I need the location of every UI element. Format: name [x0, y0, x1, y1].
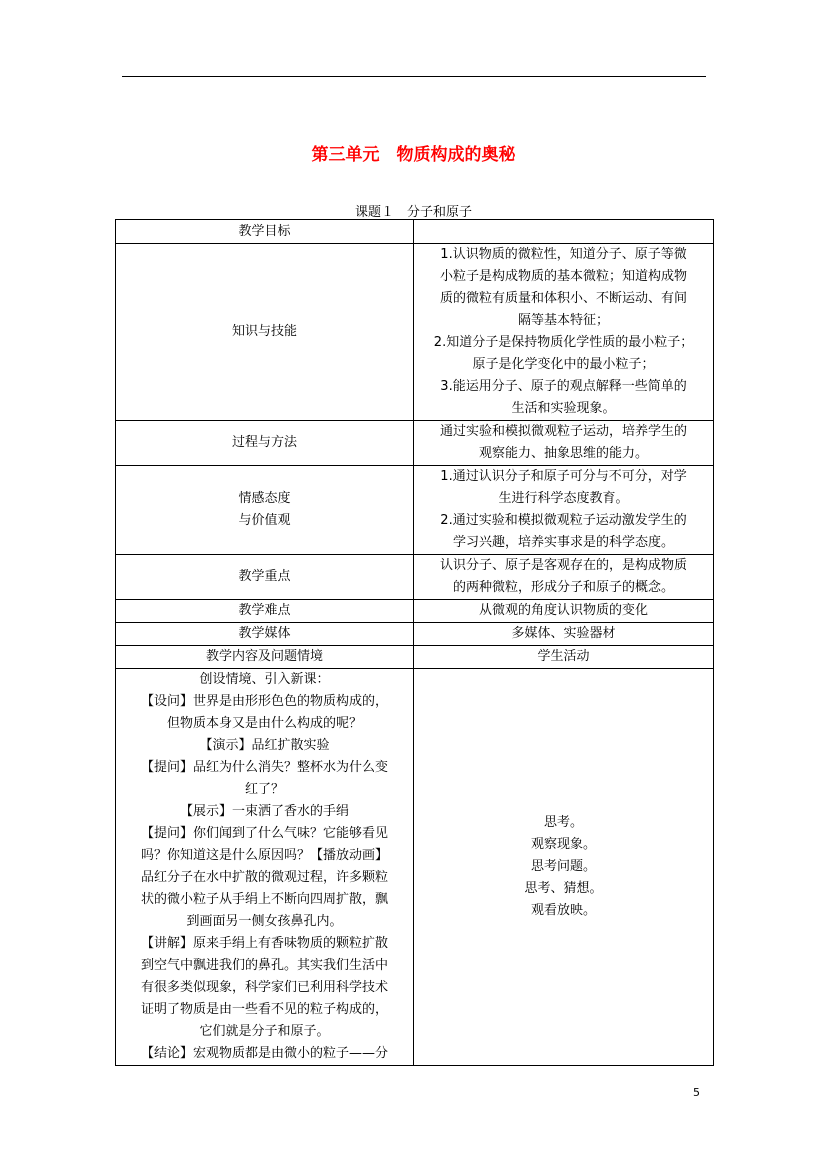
- emotion-line: 生进行科学态度教育。: [498, 491, 629, 506]
- knowledge-line: 生活和实验现象。: [511, 401, 616, 416]
- key-point-content: [414, 555, 714, 600]
- knowledge-row: [116, 244, 714, 421]
- emotion-label: [116, 466, 414, 555]
- content-header-row: [116, 646, 714, 669]
- content-line: 吗？你知道这是什么原因吗？【播放动画】: [140, 848, 388, 863]
- emotion-label-line: 与价值观: [238, 513, 291, 528]
- process-content: [414, 421, 714, 466]
- activity-line: 观察现象。: [530, 837, 596, 852]
- content-line: 品红分子在水中扩散的微观过程，许多颗粒: [140, 870, 388, 885]
- content-row: [116, 669, 714, 1066]
- content-line: 【设问】世界是由形形色色的物质构成的，: [140, 694, 388, 709]
- knowledge-line: 3.能运用分子、原子的观点解释一些简单的: [440, 379, 687, 394]
- process-line: 观察能力、抽象思维的能力。: [478, 446, 648, 461]
- content-line: 【提问】品红为什么消失？整杯水为什么变: [140, 760, 388, 775]
- content-line: 但物质本身又是由什么构成的呢？: [166, 716, 362, 731]
- page-number: 5: [693, 1086, 700, 1099]
- process-label: 过程与方法: [116, 421, 414, 466]
- emotion-content: [414, 466, 714, 555]
- content-line: 红了？: [244, 782, 284, 797]
- content-line: 状的微小粒子从手绢上不断向四周扩散，飘: [140, 892, 388, 907]
- knowledge-line: 1.认识物质的微粒性，知道分子、原子等微: [440, 247, 687, 262]
- emotion-line: 1.通过认识分子和原子可分与不可分，对学: [440, 469, 687, 484]
- content-line: 【演示】品红扩散实验: [199, 738, 330, 753]
- content-line: 【展示】一束洒了香水的手绢: [179, 804, 349, 819]
- content-line: 它们就是分子和原子。: [199, 1024, 330, 1039]
- goals-header: 教学目标: [116, 220, 414, 244]
- knowledge-line: 隔等基本特征；: [517, 313, 609, 328]
- content-line: 到画面另一侧女孩鼻孔内。: [186, 914, 343, 929]
- content-line: 【讲解】原来手绢上有香味物质的颗粒扩散: [140, 936, 388, 951]
- activity-line: 思考、猜想。: [524, 881, 603, 896]
- content-line: 证明了物质是由一些看不见的粒子构成的，: [140, 1002, 388, 1017]
- content-line: 【结论】宏观物质都是由微小的粒子——分: [140, 1046, 388, 1061]
- difficulty-value: 从微观的角度认识物质的变化: [414, 600, 714, 623]
- teaching-content: [116, 669, 414, 1066]
- knowledge-label: 知识与技能: [116, 244, 414, 421]
- difficulty-row: [116, 600, 714, 623]
- emotion-row: [116, 466, 714, 555]
- content-header: 教学内容及问题情境: [116, 646, 414, 669]
- knowledge-line: 2.知道分子是保持物质化学性质的最小粒子；: [433, 335, 694, 350]
- key-point-label: 教学重点: [116, 555, 414, 600]
- activity-line: 思考问题。: [530, 859, 596, 874]
- emotion-line: 学习兴趣，培养实事求是的科学态度。: [452, 535, 674, 550]
- media-value: 多媒体、实验器材: [414, 623, 714, 646]
- process-line: 通过实验和模拟微观粒子运动，培养学生的: [439, 424, 687, 439]
- lesson-plan-table: [115, 219, 714, 1066]
- activity-line: 思考。: [543, 815, 583, 830]
- knowledge-line: 质的微粒有质量和体积小、不断运动、有间: [439, 291, 687, 306]
- knowledge-line: 小粒子是构成物质的基本微粒；知道构成物: [439, 269, 687, 284]
- key-point-row: [116, 555, 714, 600]
- knowledge-content: [414, 244, 714, 421]
- activity-line: 观看放映。: [530, 903, 596, 918]
- content-line: 有很多类似现象，科学家们已利用科学技术: [140, 980, 388, 995]
- process-row: [116, 421, 714, 466]
- activity-header: 学生活动: [414, 646, 714, 669]
- difficulty-label: 教学难点: [116, 600, 414, 623]
- unit-title: 第三单元 物质构成的奥秘: [311, 145, 516, 165]
- media-row: [116, 623, 714, 646]
- key-point-line: 认识分子、原子是客观存在的，是构成物质: [439, 558, 687, 573]
- knowledge-line: 原子是化学变化中的最小粒子；: [472, 357, 655, 372]
- content-line: 【提问】你们闻到了什么气味？它能够看见: [140, 826, 388, 841]
- header-rule: [122, 76, 706, 77]
- content-line: 到空气中飘进我们的鼻孔。其实我们生活中: [140, 958, 388, 973]
- content-line: 创设情境、引入新课：: [199, 672, 330, 687]
- goals-header-row: [116, 220, 714, 244]
- media-label: 教学媒体: [116, 623, 414, 646]
- goals-header-empty: [414, 220, 714, 244]
- student-activity: [414, 669, 714, 1066]
- emotion-line: 2.通过实验和模拟微观粒子运动激发学生的: [440, 513, 687, 528]
- lesson-title: 课题１ 分子和原子: [354, 205, 472, 220]
- emotion-label-line: 情感态度: [238, 491, 291, 506]
- key-point-line: 的两种微粒，形成分子和原子的概念。: [452, 580, 674, 595]
